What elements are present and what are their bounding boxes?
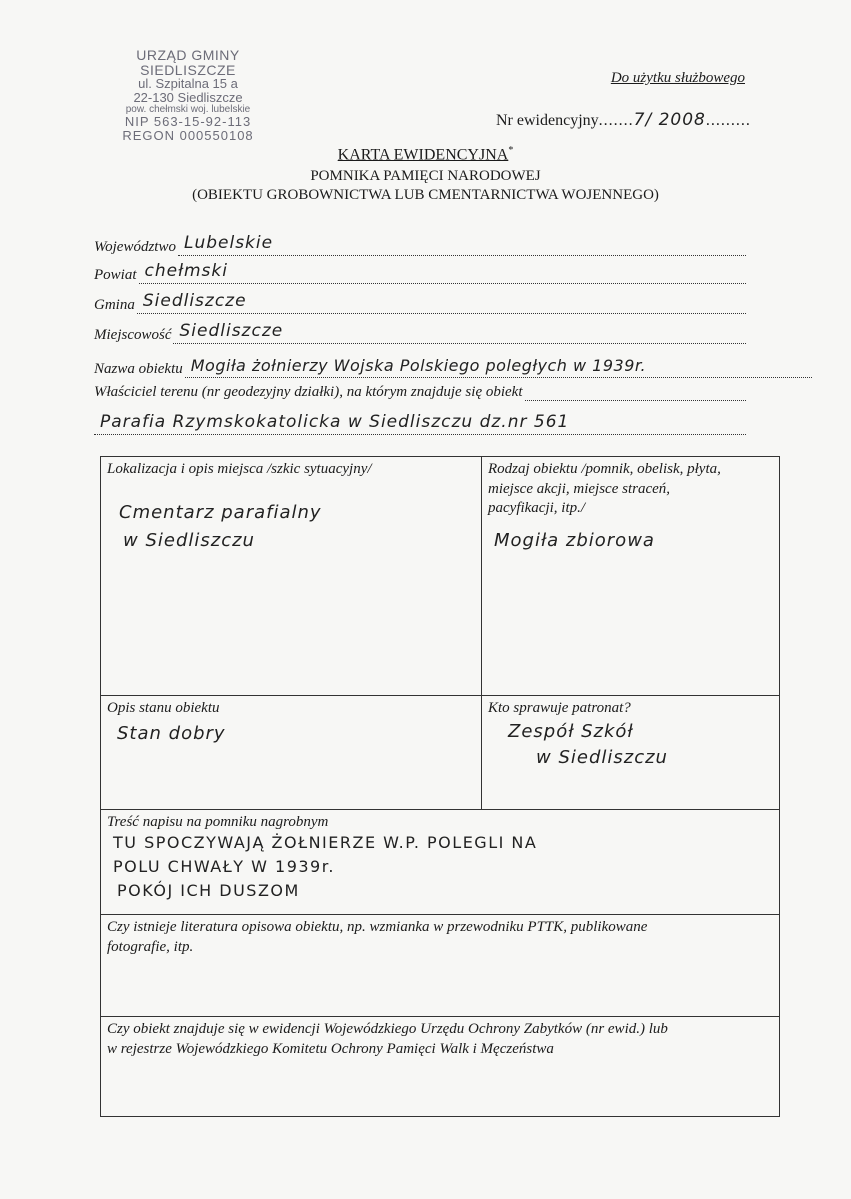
box-value: Zespół Szkół xyxy=(508,721,634,742)
box-value: Mogiła zbiorowa xyxy=(494,530,655,551)
literature-box xyxy=(100,914,780,1017)
box-label xyxy=(107,918,647,957)
field-gmina xyxy=(94,286,746,314)
owner-field xyxy=(94,384,746,401)
box-label xyxy=(488,460,721,519)
stamp-line: pow. chełmski woj. lubelskie xyxy=(125,103,251,115)
box-value: Stan dobry xyxy=(117,723,226,744)
service-use-note: Do użytku służbowego xyxy=(610,70,745,86)
footnote-mark: * xyxy=(508,145,514,156)
inscription-box xyxy=(100,809,780,915)
field-value: Siedliszcze xyxy=(142,291,247,311)
patron-box xyxy=(481,695,780,810)
box-label-line: Rodzaj obiektu /pomnik, obelisk, płyta, xyxy=(488,461,721,477)
page-subtitle: POMNIKA PAMIĘCI NARODOWEJ xyxy=(310,168,541,184)
field-powiat xyxy=(94,256,746,284)
registry-number: Nr ewidencyjny.......7/ 2008......... xyxy=(496,110,751,130)
field-label: Województwo xyxy=(94,239,176,255)
owner-value: Parafia Rzymskokatolicka w Siedliszczu dz.nr 561 xyxy=(100,412,570,432)
field-value: Mogiła żołnierzy Wojska Polskiego poległych w 1939r. xyxy=(190,356,647,375)
object-type-box xyxy=(481,456,780,696)
field-nazwa-obiektu xyxy=(94,350,812,378)
stamp-line: URZĄD GMINY SIEDLISZCZE xyxy=(136,47,240,78)
field-label: Nazwa obiektu xyxy=(94,361,183,377)
box-label: Treść napisu na pomniku nagrobnym xyxy=(107,814,329,830)
box-value: TU SPOCZYWAJĄ ŻOŁNIERZE W.P. POLEGLI NA xyxy=(113,833,538,852)
stamp-line: REGON 000550108 xyxy=(122,127,254,143)
field-label: Gmina xyxy=(94,297,135,313)
field-value: Siedliszcze xyxy=(179,321,284,341)
field-label: Powiat xyxy=(94,267,137,283)
page-title xyxy=(0,145,851,164)
box-value: POLU CHWAŁY W 1939r. xyxy=(113,857,335,876)
page-title-text: KARTA EWIDENCYJNA xyxy=(337,146,509,164)
field-value: chełmski xyxy=(144,261,228,281)
box-label xyxy=(107,1020,668,1059)
field-label: Miejscowość xyxy=(94,327,172,343)
box-label: Lokalizacja i opis miejsca /szkic sytuacyjny/ xyxy=(107,461,372,477)
stamp-line: 22-130 Siedliszcze xyxy=(133,90,243,106)
location-box xyxy=(100,456,482,696)
registry-number-label: Nr ewidencyjny xyxy=(496,112,599,129)
field-label: Właściciel terenu (nr geodezyjny działki), na którym znajduje się obiekt xyxy=(94,384,523,400)
registry-number-value: 7/ 2008 xyxy=(633,110,706,130)
field-miejscowosc xyxy=(94,316,746,344)
box-label-line: w rejestrze Wojewódzkiego Komitetu Ochrony Pamięci Walk i Męczeństwa xyxy=(107,1040,554,1057)
box-value: w Siedliszczu xyxy=(536,747,668,768)
box-value: Cmentarz parafialny xyxy=(119,502,322,523)
field-value: Lubelskie xyxy=(183,233,274,253)
owner-value-line xyxy=(94,408,746,435)
field-wojewodztwo xyxy=(94,228,746,256)
registry-box xyxy=(100,1016,780,1117)
box-label-line: fotografie, itp. xyxy=(107,938,194,955)
stamp-line: ul. Szpitalna 15 a xyxy=(138,76,238,92)
condition-box xyxy=(100,695,482,810)
box-label-line: Czy obiekt znajduje się w ewidencji Wojewódzkiego Urzędu Ochrony Zabytków (nr ewid.) lub xyxy=(107,1021,668,1037)
box-label-line: pacyfikacji, itp./ xyxy=(488,500,586,516)
box-label: Kto sprawuje patronat? xyxy=(488,700,631,716)
box-label-line: miejsce akcji, miejsce straceń, xyxy=(488,480,671,497)
stamp-line: NIP 563-15-92-113 xyxy=(124,114,252,130)
page-subtitle-2: (OBIEKTU GROBOWNICTWA LUB CMENTARNICTWA WOJENNEGO) xyxy=(192,187,659,203)
office-stamp xyxy=(88,48,288,142)
box-label: Opis stanu obiektu xyxy=(107,700,220,716)
box-label-line: Czy istnieje literatura opisowa obiektu, np. wzmianka w przewodniku PTTK, publikowane xyxy=(107,919,648,935)
box-value: POKÓJ ICH DUSZOM xyxy=(117,881,300,900)
box-value: w Siedliszczu xyxy=(123,530,255,551)
